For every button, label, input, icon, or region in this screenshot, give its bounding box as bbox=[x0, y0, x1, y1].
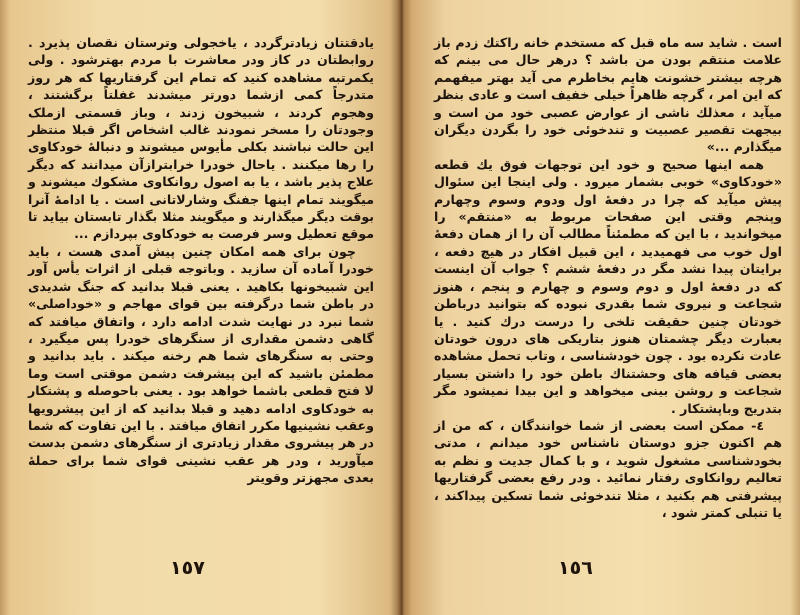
right-page-number: ١٥٦ bbox=[558, 557, 593, 579]
page-edge-shadow bbox=[790, 0, 800, 615]
left-page bbox=[0, 0, 398, 615]
right-page bbox=[398, 0, 800, 615]
left-page-number: ١٥٧ bbox=[170, 557, 205, 579]
book-gutter bbox=[390, 0, 412, 615]
right-paragraph-2: همه اینها صحیح و خود این توجهات فوق یك قطعه «خودکاوی» خوبی بشمار میرود . ولی اینجا این سئوال پیش میآید که چرا در دفعهٔ اول ودوم وسوم وچهارم وپنجم وقتی این صفحات مربوط به «منتقم» را میخواندید ، با این که مطمئناً مطالب آن را از همان دفعهٔ اول خوب می فهمیدید ، این قبیل افکار در هیچ دفعه ، برایتان پیدا نشد مگر در دفعهٔ ششم ؟ جواب آن اینست که در دفعهٔ اول و دوم وسوم و چهارم و پنجم ، هنوز شجاعت و نیروی شما بقدری نبوده که بتوانید درباطن خودتان چنین حقیقت تلخی را درست درك کنید . یا بعبارت دیگر چشمتان هنوز بتاریکی های درون خودتان عادت نکرده بود . چون خودشناسی ، وتاب تحمل مشاهده بعضی قیافه های وحشتناك باطن خود را داشتن بسیار شجاعت و روشن بینی میخواهد و این بیدا نمیشود مگر بتدریج وباپشتکار . bbox=[434, 156, 782, 416]
page-edge-shadow bbox=[0, 0, 10, 615]
left-paragraph-1: یادقتتان زیادترگردد ، یاخجولی وترستان نقصان پذیرد . روابطتان در کاز ودر معاشرت با مردم بهترشود . ولی یکمرتبه مشاهده کنید که تمام این گرفتاریها که هر روز متدرجاً کمی ازشما دورتر میشدند غفلتاً برگشتند ، وهجوم کردند ، شبیخون زدند ، وباز قسمتی ازملک وجودتان را مسخر نمودند غالب اشخاص اگر قبلا منتظر این حالت نباشند بکلی مأیوس میشوند و دنبالهٔ خودکاوی را رها میکنند . یاحال خودرا خرابترازآن میدانند که دیگر علاج پذیر باشد ، یا به اصول روانکاوی مشکوك میشوند و میگویند تمام اینها جفنگ وشارلاتانی است . یا ادامهٔ آنرا بوقت دیگر میگذارند و میگویند مثلا بگذار تابستان بیاید تا موقع تعطیل وسر فرصت به خودکاوی بپردازم ... bbox=[28, 35, 374, 242]
left-paragraph-2: چون برای همه امکان چنین پیش آمدی هست ، باید خودرا آماده آن سازید . وباتوجه قبلی از اثرات یأس آور این شبیخونها بکاهید . یعنی قبلا بدانید که جنگ شدیدی در باطن شما درگرفته بین قوای مهاجم و «خوداصلی» شما نبرد در نهایت شدت ادامه دارد ، واتفاق میافتد که گاهی دشمن مقداری از سنگرهای خودرا پس میگیرد ، وحتی به سنگرهای شما هم رخنه میکند . باید بدانید و مطمئن باشید که این پیشرفت دشمن موقتی است وما لا فتح قطعی باشما خواهد بود . یعنی باحوصله و پشتکار به خودکاوی ادامه دهید و قبلا بدانید که از این پیشرویها وعقب نشینیها مکرر اتفاق میافتد . با این تفاوت که شما در هر پیشروی مقدار زیادتری از سنگرهای دشمن بدست میآورید ، ودر هر عقب نشینی قوای شما برای حملهٔ بعدی مجهزتر وقویتر bbox=[28, 243, 374, 486]
right-page-text bbox=[434, 34, 782, 521]
right-paragraph-3: ٤- ممکن است بعضی از شما خوانندگان ، که من از هم اکنون جزو دوستان ناشناس خود میدانم ، مدتی بخودشناسی مشغول شوید ، و با کمال جدیت و نظم به تعالیم روانکاوی رفتار نمائید . ودر رفع بعضی گرفتاریها پیشرفتی هم بکنید ، مثلا تندخوئی شما تسکین پیداکند ، یا تنبلی کمتر شود ، bbox=[434, 417, 782, 520]
right-paragraph-1: است . شاید سه ماه قبل که مستخدم خانه راکتك زدم باز علامت منتقم بودن من باشد ؟ درهر حال می بینم که هرچه بیشتر خشونت هایم بخاطرم می آید بهتر میفهمم که این امر ، گرچه ظاهراً خیلی خفیف است و عادی بنظر میآید ، معذلك ناشی از عوارض عصبی خود من است و بیجهت تقصیر عصبیت و تندخوئی خود را بگردن دیگران میگذارم ...» bbox=[434, 35, 782, 155]
left-page-text bbox=[28, 34, 374, 487]
